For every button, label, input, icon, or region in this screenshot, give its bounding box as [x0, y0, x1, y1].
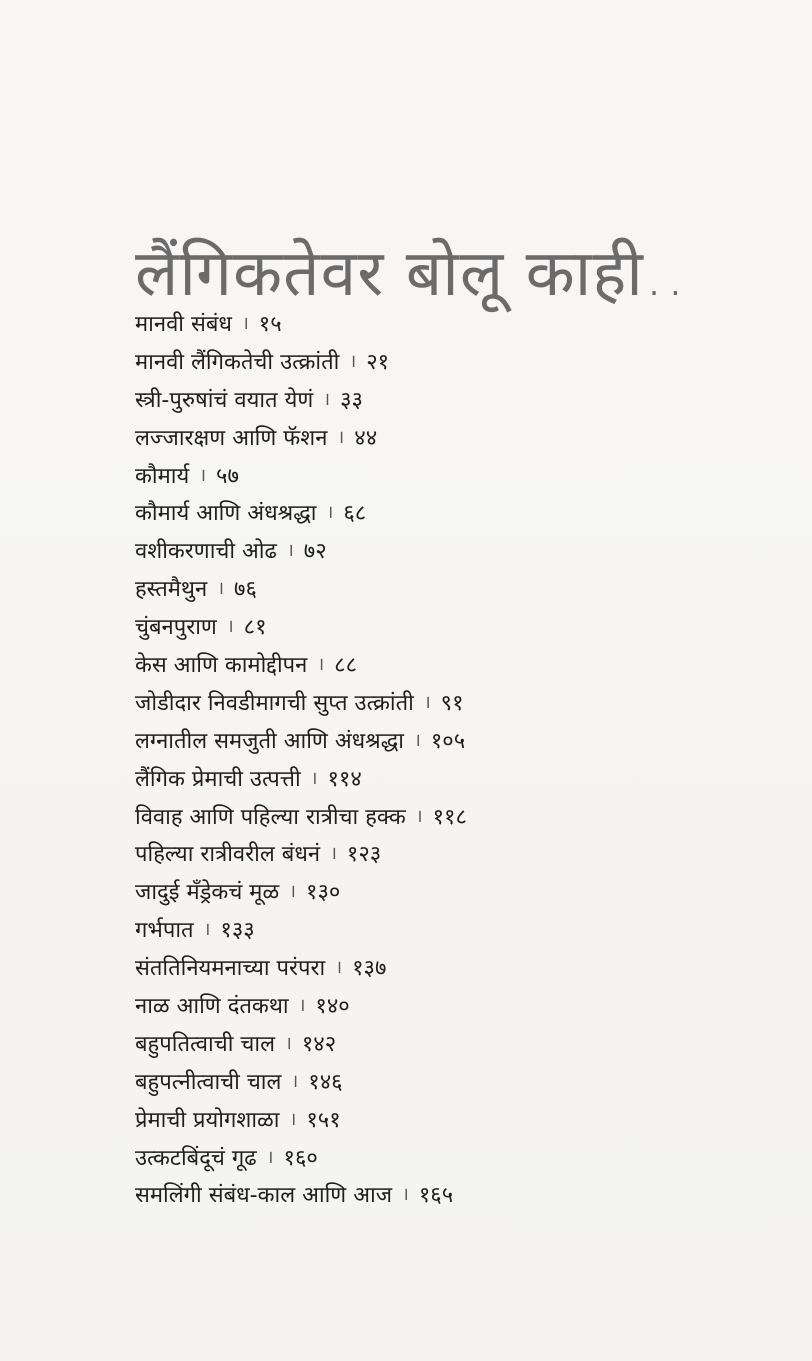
toc-separator: ।: [291, 1070, 299, 1092]
toc-entry-label: चुंबनपुराण: [135, 615, 217, 641]
toc-entry: [135, 422, 467, 460]
toc-entry-page-number: ४४: [354, 425, 378, 451]
toc-separator: ।: [349, 350, 357, 372]
toc-entry-page-number: १४०: [315, 994, 350, 1020]
toc-entry: [135, 460, 467, 498]
toc-entry-page-number: ९१: [440, 690, 464, 716]
toc-entry-label: मानवी लैंगिकतेची उत्क्रांती: [135, 349, 340, 375]
toc-entry-label: जोडीदार निवडीमागची सुप्त उत्क्रांती: [135, 690, 414, 716]
toc-entry-label: पहिल्या रात्रीवरील बंधनं: [135, 842, 321, 868]
toc-entry: [135, 1142, 467, 1180]
toc-separator: ।: [323, 388, 331, 410]
toc-entry-label: जादुई मँड्रेकचं मूळ: [135, 880, 280, 906]
toc-entry-page-number: ६८: [343, 501, 367, 527]
toc-separator: ।: [298, 995, 306, 1017]
toc-entry-page-number: ७२: [303, 539, 327, 565]
toc-entry-page-number: १३०: [306, 880, 341, 906]
toc-entry-page-number: १२३: [346, 842, 382, 868]
toc-entry-page-number: ३३: [340, 387, 363, 413]
toc-separator: ।: [326, 502, 334, 524]
toc-entry: [135, 1179, 467, 1217]
toc-entry-page-number: १३७: [352, 956, 387, 982]
table-of-contents: [135, 308, 467, 1217]
toc-entry-page-number: ५७: [216, 463, 239, 489]
toc-entry-page-number: १६५: [418, 1183, 454, 1209]
toc-entry: [135, 497, 467, 535]
toc-entry: [135, 687, 467, 725]
toc-entry-label: समलिंगी संबंध-काल आणि आज: [135, 1183, 393, 1209]
toc-entry-label: वशीकरणाची ओढ: [135, 539, 277, 565]
toc-entry-label: प्रेमाची प्रयोगशाळा: [135, 1107, 280, 1133]
toc-entry-label: हस्तमैथुन: [135, 577, 208, 603]
toc-entry-label: लैंगिक प्रेमाची उत्पत्ती: [135, 766, 301, 792]
toc-entry-page-number: ११८: [432, 804, 467, 830]
toc-entry-label: उत्कटबिंदूचं गूढ: [135, 1145, 257, 1171]
toc-entry-page-number: १५१: [306, 1107, 341, 1133]
toc-separator: ।: [310, 767, 318, 789]
toc-entry-label: बहुपत्नीत्वाची चाल: [135, 1069, 282, 1095]
toc-entry-page-number: २१: [366, 349, 390, 375]
page-title: लैंगिकतेवर बोलू काही..: [135, 236, 687, 311]
toc-entry: [135, 990, 467, 1028]
toc-entry-label: स्त्री-पुरुषांचं वयात येणं: [135, 387, 314, 413]
toc-separator: ।: [284, 1032, 292, 1054]
toc-separator: ।: [289, 1108, 297, 1130]
toc-separator: ।: [415, 805, 423, 827]
toc-entry-page-number: १४६: [308, 1069, 343, 1095]
toc-entry-page-number: १५: [258, 312, 282, 337]
toc-separator: ।: [337, 426, 345, 448]
toc-entry-label: गर्भपात: [135, 918, 194, 944]
toc-entry-label: लज्जारक्षण आणि फॅशन: [135, 425, 328, 451]
toc-entry-page-number: ११४: [327, 766, 362, 792]
toc-separator: ।: [330, 843, 337, 865]
toc-entry: [135, 346, 467, 384]
toc-separator: ।: [199, 464, 207, 486]
toc-entry-label: विवाह आणि पहिल्या रात्रीचा हक्क: [135, 804, 406, 830]
toc-separator: ।: [289, 881, 296, 903]
toc-entry: [135, 611, 467, 649]
toc-separator: ।: [226, 616, 234, 638]
toc-entry: [135, 725, 467, 763]
toc-entry-label: कौमार्य: [135, 463, 190, 489]
toc-separator: ।: [203, 919, 211, 941]
toc-entry: [135, 763, 467, 801]
toc-entry: [135, 801, 467, 839]
toc-entry-label: मानवी संबंध: [135, 312, 232, 337]
toc-entry: [135, 1066, 467, 1104]
toc-separator: ।: [402, 1184, 409, 1206]
toc-separator: ।: [266, 1146, 274, 1168]
toc-entry: [135, 1028, 467, 1066]
toc-entry-label: कौमार्य आणि अंधश्रद्धा: [135, 501, 317, 527]
toc-entry-label: नाळ आणि दंतकथा: [135, 994, 289, 1020]
toc-entry-label: बहुपतित्वाची चाल: [135, 1031, 275, 1057]
toc-entry-page-number: ८८: [334, 653, 358, 679]
toc-entry: [135, 384, 467, 422]
toc-entry-label: संततिनियमनाच्या परंपरा: [135, 956, 326, 982]
toc-entry-label: लग्नातील समजुती आणि अंधश्रद्धा: [135, 728, 405, 754]
toc-entry: [135, 573, 467, 611]
toc-entry: [135, 838, 467, 876]
toc-entry-page-number: १४२: [301, 1031, 337, 1057]
toc-separator: ।: [286, 540, 294, 562]
toc-entry-label: केस आणि कामोद्दीपन: [135, 653, 308, 679]
toc-separator: ।: [414, 729, 421, 751]
toc-entry: [135, 876, 467, 914]
toc-separator: ।: [217, 578, 225, 600]
toc-entry: [135, 952, 467, 990]
toc-entry-page-number: १६०: [283, 1145, 318, 1171]
toc-entry: [135, 535, 467, 573]
toc-entry-page-number: ८१: [243, 615, 267, 641]
toc-entry-page-number: १३३: [220, 918, 255, 944]
toc-entry: [135, 914, 467, 952]
toc-separator: ।: [423, 691, 431, 713]
toc-entry: [135, 649, 467, 687]
toc-entry: [135, 1104, 467, 1142]
toc-entry: [135, 308, 467, 346]
toc-separator: ।: [241, 313, 249, 334]
toc-entry-page-number: ७६: [234, 577, 257, 603]
toc-entry-page-number: १०५: [430, 728, 466, 754]
toc-separator: ।: [335, 957, 343, 979]
toc-separator: ।: [317, 654, 325, 676]
